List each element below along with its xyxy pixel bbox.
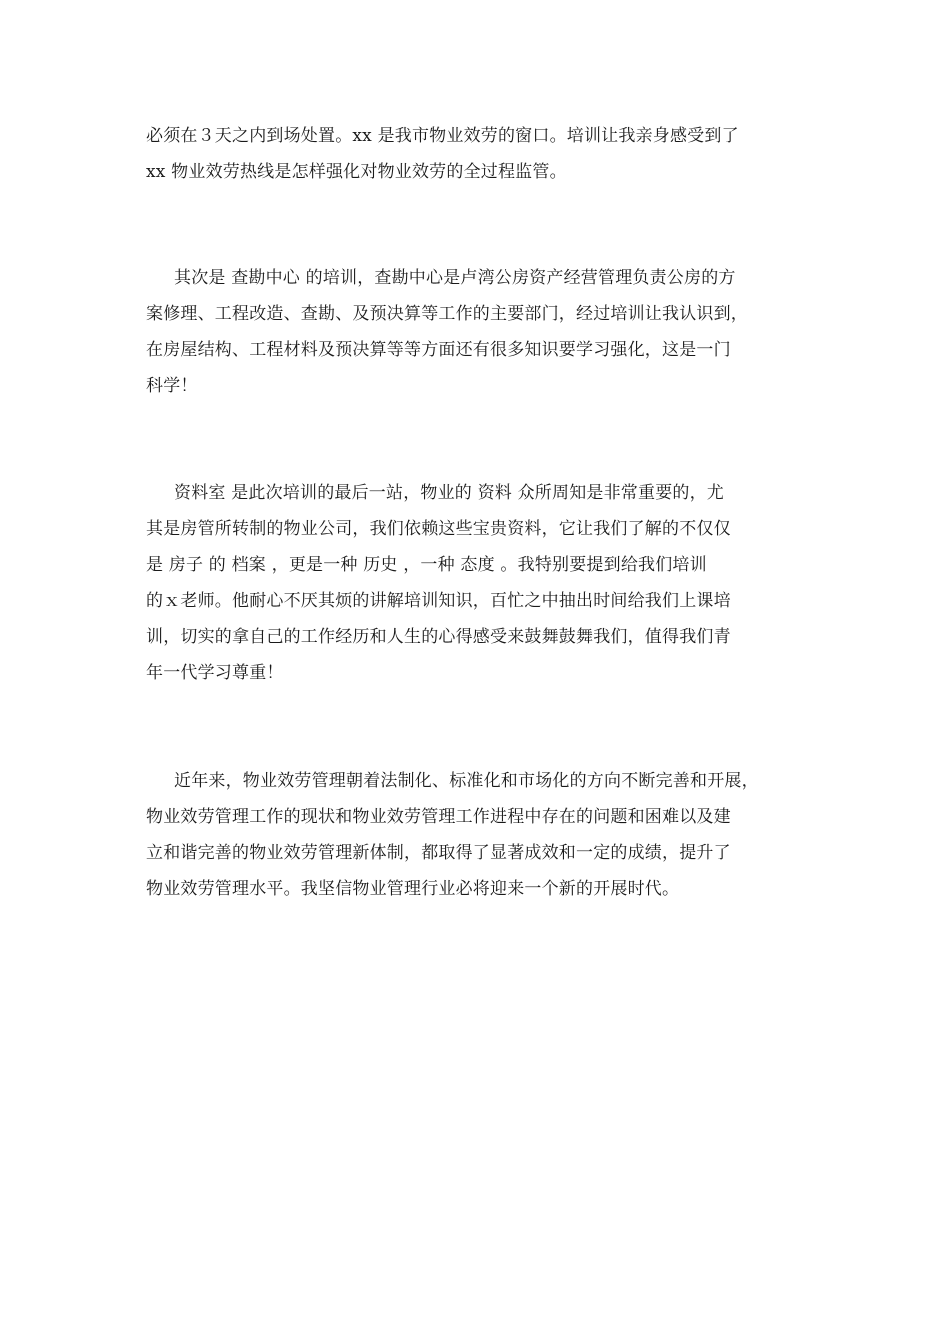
paragraph-line: 其次是 查勘中心 的培训，查勘中心是卢湾公房资产经营管理负责公房的方 [174, 268, 736, 288]
paragraph-line: 立和谐完善的物业效劳管理新体制，都取得了显著成效和一定的成绩，提升了 [146, 843, 731, 863]
paragraph-line: 物业效劳管理水平。我坚信物业管理行业必将迎来一个新的开展时代。 [146, 879, 680, 899]
paragraph-line: 训，切实的拿自己的工作经历和人生的心得感受来鼓舞鼓舞我们，值得我们青 [146, 627, 731, 647]
paragraph-archive-room [146, 475, 826, 691]
paragraph-line: 科学！ [146, 376, 198, 396]
paragraph-line: 近年来，物业效劳管理朝着法制化、标准化和市场化的方向不断完善和开展， [174, 771, 759, 791]
paragraph-conclusion [146, 763, 826, 907]
paragraph-line: 其是房管所转制的物业公司，我们依赖这些宝贵资料，它让我们了解的不仅仅 [146, 519, 731, 539]
paragraph-line: 在房屋结构、工程材料及预决算等等方面还有很多知识要学习强化，这是一门 [146, 340, 731, 360]
paragraph-line: 案修理、工程改造、查勘、及预决算等工作的主要部门，经过培训让我认识到， [146, 304, 748, 324]
paragraph-line: xx 物业效劳热线是怎样强化对物业效劳的全过程监管。 [146, 162, 567, 182]
paragraph-hotline [146, 118, 826, 190]
paragraph-line: 年一代学习尊重！ [146, 663, 284, 683]
paragraph-line: 物业效劳管理工作的现状和物业效劳管理工作进程中存在的问题和困难以及建 [146, 807, 731, 827]
paragraph-line: 的ｘ老师。他耐心不厌其烦的讲解培训知识，百忙之中抽出时间给我们上课培 [146, 591, 731, 611]
paragraph-line: 是 房子 的 档案 ，更是一种 历史 ，一种 态度 。我特别要提到给我们培训 [146, 555, 707, 575]
paragraph-line: 必须在３天之内到场处置。xx 是我市物业效劳的窗口。培训让我亲身感受到了 [146, 126, 739, 146]
paragraph-survey-center [146, 260, 826, 404]
paragraph-line: 资料室 是此次培训的最后一站，物业的 资料 众所周知是非常重要的，尤 [174, 483, 725, 503]
